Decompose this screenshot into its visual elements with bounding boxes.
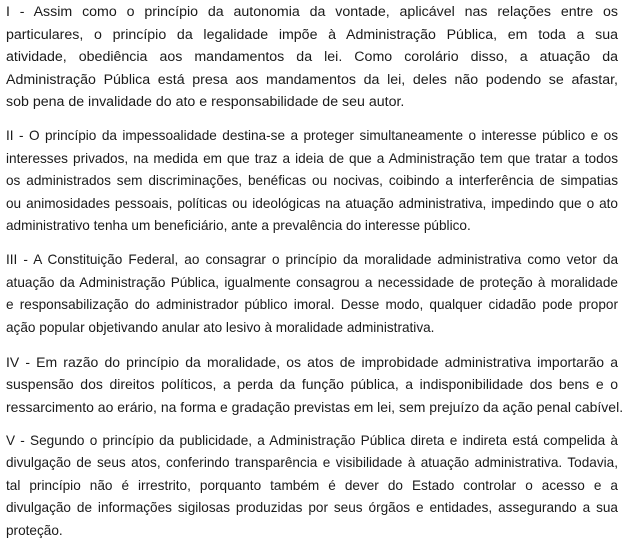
paragraph-line: ação popular objetivando anular ato lesivo à moralidade administrativa.: [6, 319, 435, 335]
paragraph-line: I - Assim como o princípio da autonomia da vontade, aplicável nas relações entre os: [6, 4, 618, 20]
paragraph-line: proteção.: [6, 522, 63, 538]
paragraph-line: atuação da Administração Pública, igualmente consagrou a necessidade de proteção à moralidade: [6, 274, 618, 290]
paragraph-line: ou animosidades pessoais, políticas ou ideológicas na atuação administrativa, impedindo que o ato: [6, 195, 618, 211]
paragraph-v: [6, 430, 618, 542]
paragraph-line: III - A Constituição Federal, ao consagrar o princípio da moralidade administrativa como vetor da: [6, 252, 618, 268]
paragraph-line: divulgação de seus atos, conferindo transparência e visibilidade à atuação administrativa. Todavia,: [6, 455, 618, 471]
paragraph-iii: [6, 249, 618, 339]
paragraph-line: tal princípio não é irrestrito, porquanto também é dever do Estado controlar o acesso e a: [6, 477, 618, 493]
paragraph-line: interesses privados, na medida em que traz a ideia de que a Administração tem que tratar a todos: [6, 150, 618, 166]
paragraph-line: V - Segundo o princípio da publicidade, a Administração Pública direta e indireta está compelida à: [6, 432, 618, 448]
paragraph-i: [6, 1, 618, 114]
paragraph-iv: [6, 351, 624, 419]
paragraph-line: administrativo tenha um beneficiário, ante a prevalência do interesse público.: [6, 218, 471, 234]
paragraph-ii: [6, 125, 618, 238]
paragraph-line: Administração Pública está presa aos mandamentos da lei, deles não podendo se afastar,: [6, 71, 618, 88]
paragraph-line: ressarcimento ao erário, na forma e gradação previstas em lei, sem prejuízo da ação penal cabível.: [6, 398, 624, 415]
paragraph-line: divulgação de informações sigilosas produzidas por seus órgãos e entidades, assegurando a sua: [6, 500, 618, 516]
paragraph-line: IV - Em razão do princípio da moralidade, os atos de improbidade administrativa importarão a: [6, 353, 618, 370]
paragraph-line: suspensão dos direitos políticos, a perda da função pública, a indisponibilidade dos bens e o: [6, 376, 618, 393]
paragraph-line: atividade, obediência aos mandamentos da lei. Como corolário disso, a atuação da: [6, 49, 618, 65]
paragraph-line: II - O princípio da impessoalidade destina-se a proteger simultaneamente o interesse público e os: [6, 128, 618, 144]
paragraph-line: sob pena de invalidade do ato e responsabilidade de seu autor.: [6, 94, 405, 110]
paragraph-line: particulares, o princípio da legalidade impõe à Administração Pública, em toda a sua: [6, 26, 618, 43]
paragraph-line: e responsabilização do administrador público imoral. Desse modo, qualquer cidadão pode propor: [6, 297, 618, 313]
paragraph-line: os administrados sem discriminações, benéficas ou nocivas, coibindo a interferência de simpatias: [6, 173, 618, 189]
